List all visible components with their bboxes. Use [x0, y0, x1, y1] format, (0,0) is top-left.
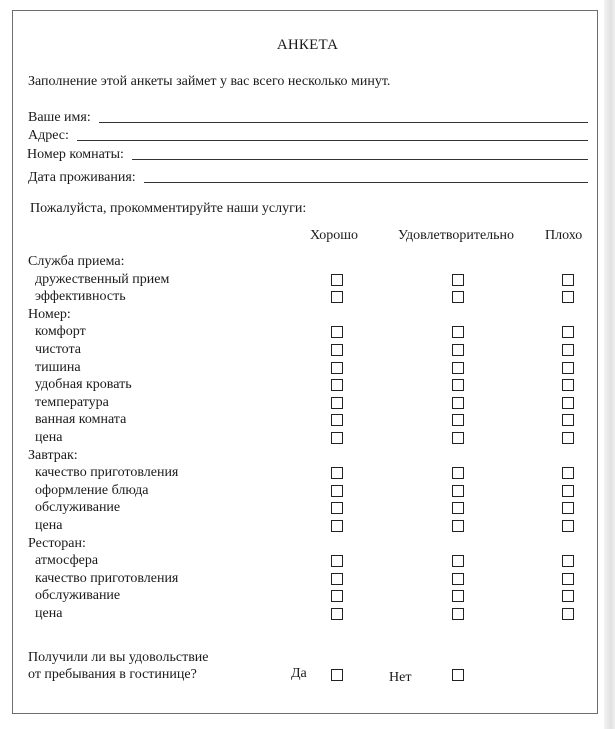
rating-item-label: обслуживание: [35, 588, 121, 604]
section-title: Номер:: [28, 306, 71, 322]
checkbox-good[interactable]: [331, 291, 343, 303]
checkbox-poor[interactable]: [562, 432, 574, 444]
rating-row: [0, 552, 615, 569]
checkbox-good[interactable]: [331, 326, 343, 338]
rating-item-label: атмосфера: [35, 553, 99, 569]
rating-row: [0, 587, 615, 604]
checkbox-satisfactory[interactable]: [452, 573, 464, 585]
rating-row: [0, 341, 615, 358]
form-title: АНКЕТА: [276, 37, 339, 53]
rating-item-label: чистота: [35, 342, 81, 357]
rating-item-label: тишина: [35, 359, 81, 375]
room-number-field-line[interactable]: [132, 145, 588, 160]
checkbox-poor[interactable]: [562, 590, 574, 602]
final-question: [28, 649, 209, 683]
no-label: Нет: [389, 670, 412, 685]
rating-row: [0, 464, 615, 481]
checkbox-good[interactable]: [331, 485, 343, 497]
rating-item-label: температура: [35, 394, 109, 410]
stay-date-field[interactable]: [28, 168, 588, 186]
checkbox-satisfactory[interactable]: [452, 414, 464, 426]
no-checkbox[interactable]: [452, 669, 464, 681]
checkbox-poor[interactable]: [562, 344, 574, 356]
checkbox-good[interactable]: [331, 362, 343, 374]
rating-row: [0, 394, 615, 411]
checkbox-satisfactory[interactable]: [452, 397, 464, 409]
section-heading: [0, 306, 615, 323]
checkbox-poor[interactable]: [562, 326, 574, 338]
checkbox-poor[interactable]: [562, 467, 574, 479]
checkbox-good[interactable]: [331, 414, 343, 426]
checkbox-good[interactable]: [331, 344, 343, 356]
checkbox-satisfactory[interactable]: [452, 291, 464, 303]
checkbox-poor[interactable]: [562, 362, 574, 374]
checkbox-good[interactable]: [331, 608, 343, 620]
rating-item-label: комфорт: [35, 324, 86, 340]
checkbox-good[interactable]: [331, 274, 343, 286]
section-title: Служба приема:: [28, 254, 125, 269]
checkbox-good[interactable]: [331, 502, 343, 514]
room-number-field[interactable]: [27, 145, 588, 163]
rating-row: [0, 570, 615, 587]
checkbox-poor[interactable]: [562, 520, 574, 532]
final-question-line1: Получили ли вы удовольствие: [28, 650, 209, 665]
column-header-poor: Плохо: [545, 228, 583, 243]
checkbox-satisfactory[interactable]: [452, 608, 464, 620]
checkbox-satisfactory[interactable]: [452, 432, 464, 444]
rating-item-label: качество приготовления: [35, 465, 179, 481]
yes-label: Да: [291, 666, 307, 681]
address-field[interactable]: [28, 126, 588, 144]
checkbox-satisfactory[interactable]: [452, 485, 464, 497]
final-question-line2: от пребывания в гостинице?: [28, 667, 197, 682]
form-intro: Заполнение этой анкеты займет у вас всего несколько минут.: [28, 74, 391, 89]
checkbox-good[interactable]: [331, 432, 343, 444]
rating-item-label: эффективность: [35, 289, 126, 305]
rating-item-label: удобная кровать: [35, 377, 132, 393]
section-heading: [0, 535, 615, 552]
rating-row: [0, 376, 615, 393]
checkbox-poor[interactable]: [562, 379, 574, 391]
checkbox-satisfactory[interactable]: [452, 362, 464, 374]
checkbox-good[interactable]: [331, 379, 343, 391]
checkbox-good[interactable]: [331, 590, 343, 602]
checkbox-good[interactable]: [331, 467, 343, 479]
checkbox-satisfactory[interactable]: [452, 555, 464, 567]
address-field-line[interactable]: [77, 126, 588, 141]
section-title: Ресторан:: [28, 535, 86, 551]
checkbox-poor[interactable]: [562, 608, 574, 620]
services-prompt: Пожалуйста, прокомментируйте наши услуги:: [30, 201, 307, 216]
column-header-satisfactory: Удовлетворительно: [398, 228, 515, 243]
rating-row: [0, 359, 615, 376]
checkbox-satisfactory[interactable]: [452, 344, 464, 356]
checkbox-poor[interactable]: [562, 291, 574, 303]
stay-date-field-line[interactable]: [144, 168, 588, 183]
checkbox-satisfactory[interactable]: [452, 467, 464, 479]
rating-row: [0, 429, 615, 446]
checkbox-poor[interactable]: [562, 555, 574, 567]
checkbox-poor[interactable]: [562, 397, 574, 409]
rating-item-label: качество приготовления: [35, 570, 179, 586]
checkbox-poor[interactable]: [562, 573, 574, 585]
checkbox-satisfactory[interactable]: [452, 502, 464, 514]
stay-date-field-label: Дата проживания:: [28, 170, 136, 185]
checkbox-good[interactable]: [331, 555, 343, 567]
rating-row: [0, 482, 615, 499]
room-number-field-label: Номер комнаты:: [27, 147, 124, 162]
rating-row: [0, 323, 615, 340]
checkbox-good[interactable]: [331, 397, 343, 409]
section-heading: [0, 447, 615, 464]
section-heading: [0, 253, 615, 270]
rating-item-label: ванная комната: [35, 412, 127, 428]
rating-item-label: цена: [35, 518, 63, 533]
name-field[interactable]: [28, 108, 588, 126]
rating-item-label: дружественный прием: [35, 271, 170, 287]
rating-row: [0, 411, 615, 428]
column-header-good: Хорошо: [310, 228, 359, 243]
checkbox-satisfactory[interactable]: [452, 590, 464, 602]
checkbox-poor[interactable]: [562, 485, 574, 497]
rating-row: [0, 605, 615, 622]
checkbox-good[interactable]: [331, 573, 343, 585]
rating-item-label: цена: [35, 430, 63, 445]
yes-checkbox[interactable]: [331, 669, 343, 681]
rating-row: [0, 517, 615, 534]
rating-row: [0, 499, 615, 516]
name-field-label: Ваше имя:: [28, 110, 91, 125]
rating-row: [0, 271, 615, 288]
checkbox-satisfactory[interactable]: [452, 379, 464, 391]
checkbox-poor[interactable]: [562, 502, 574, 514]
rating-item-label: цена: [35, 606, 63, 621]
rating-row: [0, 288, 615, 305]
checkbox-satisfactory[interactable]: [452, 274, 464, 286]
checkbox-satisfactory[interactable]: [452, 520, 464, 532]
checkbox-poor[interactable]: [562, 414, 574, 426]
address-field-label: Адрес:: [28, 128, 69, 143]
checkbox-good[interactable]: [331, 520, 343, 532]
rating-item-label: оформление блюда: [35, 482, 149, 498]
name-field-line[interactable]: [99, 108, 588, 123]
checkbox-satisfactory[interactable]: [452, 326, 464, 338]
rating-item-label: обслуживание: [35, 500, 121, 516]
section-title: Завтрак:: [28, 447, 78, 463]
checkbox-poor[interactable]: [562, 274, 574, 286]
